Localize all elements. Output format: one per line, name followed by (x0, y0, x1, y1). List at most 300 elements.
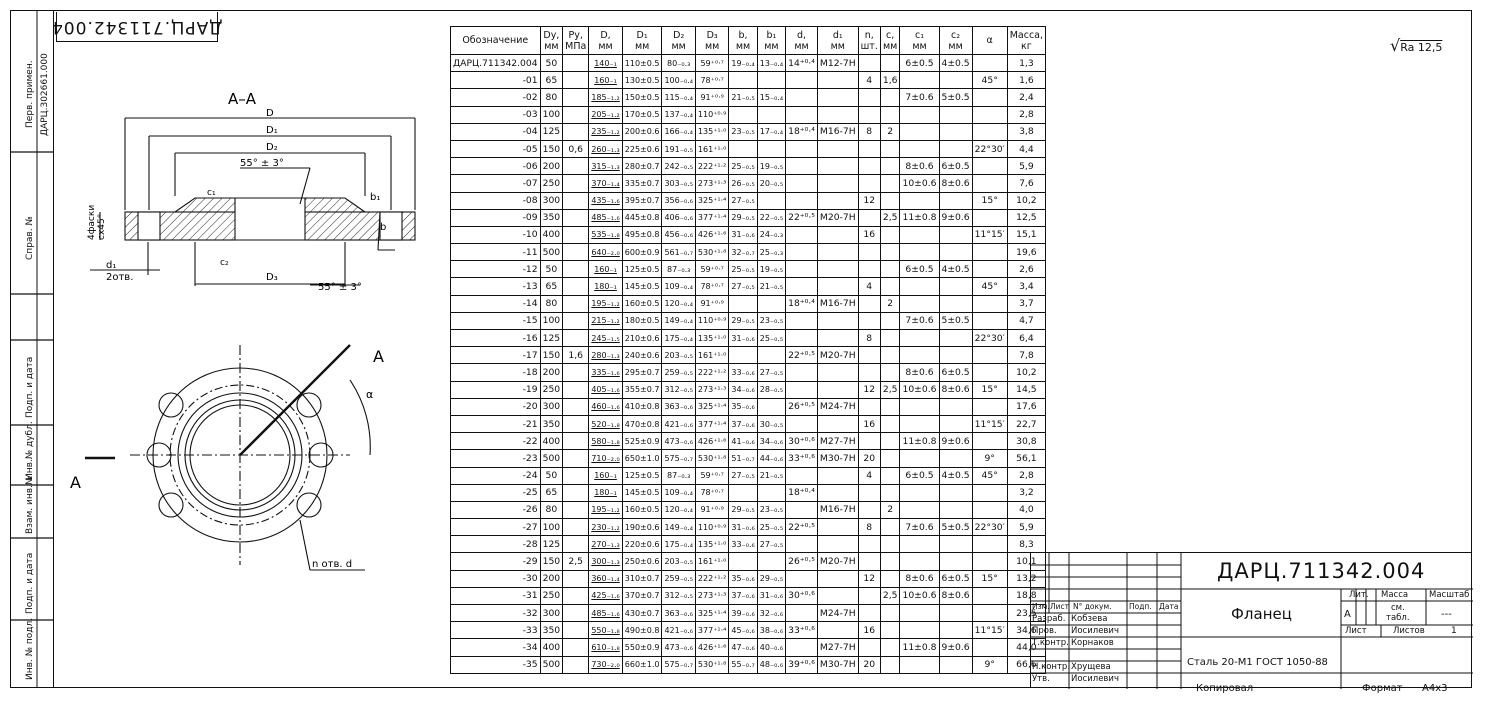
tb-utv-name: Иосилевич (1071, 674, 1119, 684)
table-cell (563, 89, 589, 106)
kopiroval-label: Копировал (1196, 683, 1254, 694)
table-cell: 110⁺⁰·⁹ (695, 106, 728, 123)
table-cell: 41₋₀.₆ (729, 433, 757, 450)
table-cell: 600±0.9 (622, 244, 662, 261)
table-cell (880, 364, 900, 381)
table-cell (817, 415, 858, 432)
table-cell (817, 622, 858, 639)
tb-prov-name: Иосилевич (1071, 626, 1119, 636)
table-cell: 561₋₀.₇ (662, 244, 695, 261)
table-row (451, 295, 1046, 312)
table-row (451, 330, 1046, 347)
table-cell: 5±0.5 (939, 312, 972, 329)
table-cell (563, 106, 589, 123)
table-cell: 150±0.5 (622, 89, 662, 106)
table-cell: 300 (540, 192, 563, 209)
table-cell: 56,1 (1007, 450, 1045, 467)
podp-data-label-2: Подп. и дата (25, 552, 35, 614)
table-cell: 325⁺¹·⁴ (695, 192, 728, 209)
table-cell (880, 278, 900, 295)
tb-n-dokum: N° докум. (1073, 602, 1112, 611)
table-cell: 520₋₁.₈ (589, 415, 622, 432)
table-cell: 10±0.6 (900, 175, 939, 192)
table-cell: 18⁺⁰·⁴ (786, 123, 818, 140)
table-cell: 51₋₀.₇ (729, 450, 757, 467)
table-row (451, 55, 1046, 72)
table-cell: 300₋₁.₃ (589, 553, 622, 570)
table-cell: 65 (540, 484, 563, 501)
format-label: Формат (1362, 683, 1403, 694)
table-cell: 4±0.5 (939, 261, 972, 278)
table-cell: -33 (451, 622, 541, 639)
table-cell: 91⁺⁰·⁹ (695, 295, 728, 312)
table-cell: 34₋₀.₆ (757, 433, 785, 450)
table-cell (900, 553, 939, 570)
header-top: D₂ (673, 29, 685, 41)
table-cell (900, 140, 939, 157)
table-cell: 10,1 (1007, 553, 1045, 570)
dim-alpha: α (366, 388, 374, 401)
table-cell: 38₋₀.₆ (757, 622, 785, 639)
table-cell (900, 347, 939, 364)
table-cell (858, 175, 880, 192)
tb-massa-val1: см. (1391, 603, 1405, 613)
table-cell: 50 (540, 261, 563, 278)
table-cell: 350 (540, 622, 563, 639)
table-cell (817, 330, 858, 347)
table-cell (563, 622, 589, 639)
table-cell: 17,6 (1007, 398, 1045, 415)
table-cell: M27-7H (817, 433, 858, 450)
table-cell (729, 553, 757, 570)
tb-razrab-name: Кобзева (1071, 614, 1108, 624)
table-row (451, 140, 1046, 157)
table-row (451, 347, 1046, 364)
table-cell (786, 140, 818, 157)
table-cell: 550₋₁.₈ (589, 622, 622, 639)
table-cell (817, 140, 858, 157)
table-cell: 470±0.8 (622, 415, 662, 432)
table-cell (786, 639, 818, 656)
title-block (1030, 552, 1472, 688)
header-cell (900, 27, 939, 55)
table-cell: 22,7 (1007, 415, 1045, 432)
table-cell (563, 519, 589, 536)
table-cell (817, 587, 858, 604)
table-cell: M16-7H (817, 295, 858, 312)
table-cell (880, 605, 900, 622)
table-cell: 535₋₁.₈ (589, 226, 622, 243)
header-unit: мм (671, 40, 686, 52)
table-cell (900, 415, 939, 432)
table-cell: 45° (972, 72, 1007, 89)
table-cell: 125±0.5 (622, 467, 662, 484)
table-cell: -28 (451, 536, 541, 553)
table-cell: 80 (540, 89, 563, 106)
table-cell: 25₋₀.₅ (729, 158, 757, 175)
table-cell (900, 398, 939, 415)
table-cell: 33₋₀.₆ (729, 364, 757, 381)
table-cell: 27₋₀.₅ (729, 192, 757, 209)
table-cell: -13 (451, 278, 541, 295)
header-cell (757, 27, 785, 55)
table-cell: 2,5 (880, 381, 900, 398)
table-cell (786, 175, 818, 192)
header-unit: мм (794, 40, 809, 52)
table-cell (900, 295, 939, 312)
table-cell: 660±1.0 (622, 656, 662, 673)
table-cell (563, 605, 589, 622)
table-cell: 9±0.6 (939, 433, 972, 450)
table-cell: 100₋₀.₄ (662, 72, 695, 89)
table-cell: 610₋₁.₈ (589, 639, 622, 656)
table-cell (858, 89, 880, 106)
table-cell: -11 (451, 244, 541, 261)
table-cell: 160±0.5 (622, 295, 662, 312)
table-cell: 80 (540, 501, 563, 518)
table-cell (880, 140, 900, 157)
header-cell (622, 27, 662, 55)
table-cell: 12 (858, 381, 880, 398)
table-cell (939, 72, 972, 89)
table-cell: 8±0.6 (900, 158, 939, 175)
table-cell: 34₋₀.₆ (729, 381, 757, 398)
table-cell: 16 (858, 622, 880, 639)
table-cell: 125 (540, 123, 563, 140)
table-cell: 8,3 (1007, 536, 1045, 553)
table-cell: -01 (451, 72, 541, 89)
tb-izm: Изм. (1032, 602, 1050, 611)
table-cell (939, 501, 972, 518)
table-cell (939, 106, 972, 123)
table-cell: -12 (451, 261, 541, 278)
header-unit: мм (830, 40, 845, 52)
table-cell (786, 501, 818, 518)
table-cell: 456₋₀.₆ (662, 226, 695, 243)
table-cell: 426⁺¹·⁶ (695, 226, 728, 243)
sprav-label: Справ. № (25, 216, 35, 260)
table-cell (786, 312, 818, 329)
header-top: d, (796, 29, 807, 41)
table-cell: 250±0.6 (622, 553, 662, 570)
table-cell: 421₋₀.₆ (662, 415, 695, 432)
inv-dubl-label: Инв.№ дубл. (25, 421, 35, 480)
tb-massa-val2: табл. (1386, 613, 1410, 623)
table-cell: 19₋₀.₅ (757, 158, 785, 175)
plan-view (85, 345, 370, 570)
table-cell (972, 398, 1007, 415)
table-cell: 363₋₀.₆ (662, 605, 695, 622)
table-cell (817, 381, 858, 398)
table-cell: 166₋₀.₄ (662, 123, 695, 140)
table-cell: 222⁺¹·² (695, 570, 728, 587)
table-cell: 20 (858, 656, 880, 673)
table-cell: 9±0.6 (939, 209, 972, 226)
header-top: D, (600, 29, 611, 41)
table-cell: 185₋₁.₂ (589, 89, 622, 106)
table-cell: 150 (540, 553, 563, 570)
table-cell (858, 347, 880, 364)
table-cell: -19 (451, 381, 541, 398)
table-cell: 200 (540, 364, 563, 381)
table-row (451, 89, 1046, 106)
table-cell: 27₋₀.₅ (729, 278, 757, 295)
table-row (451, 467, 1046, 484)
table-cell: 400 (540, 433, 563, 450)
table-cell: 25₋₀.₅ (757, 519, 785, 536)
table-cell (972, 158, 1007, 175)
table-cell: 490±0.8 (622, 622, 662, 639)
table-cell (972, 501, 1007, 518)
table-cell: 11°15′ (972, 622, 1007, 639)
table-cell (817, 261, 858, 278)
table-cell: 8 (858, 519, 880, 536)
table-cell: 15° (972, 192, 1007, 209)
table-cell (939, 656, 972, 673)
table-cell (972, 89, 1007, 106)
table-cell (858, 553, 880, 570)
table-cell: 110⁺⁰·⁹ (695, 312, 728, 329)
table-cell: 303₋₀.₅ (662, 175, 695, 192)
table-cell: 23₋₀.₅ (757, 312, 785, 329)
table-cell: 37₋₀.₆ (729, 415, 757, 432)
table-cell: 149₋₀.₄ (662, 312, 695, 329)
table-cell: 300 (540, 605, 563, 622)
table-cell (858, 55, 880, 72)
left-stamp-strip (10, 10, 54, 688)
table-cell: 350 (540, 209, 563, 226)
table-cell: 80₋₀.₃ (662, 55, 695, 72)
table-cell: M24-7H (817, 605, 858, 622)
roughness-icon: √ (1390, 36, 1401, 55)
table-cell: 15° (972, 570, 1007, 587)
table-cell: 145±0.5 (622, 484, 662, 501)
table-cell (939, 140, 972, 157)
table-cell: 7±0.6 (900, 519, 939, 536)
vzam-inv-label: Взам. инв.№ (25, 475, 35, 534)
table-cell: 91⁺⁰·⁹ (695, 501, 728, 518)
table-cell (939, 536, 972, 553)
table-cell (972, 123, 1007, 140)
table-row (451, 553, 1046, 570)
table-cell (972, 55, 1007, 72)
table-cell: 26⁺⁰·⁵ (786, 553, 818, 570)
header-unit: мм (598, 40, 613, 52)
table-cell: 280₋₁.₃ (589, 347, 622, 364)
table-cell: 406₋₀.₆ (662, 209, 695, 226)
table-cell (563, 158, 589, 175)
header-unit: кг (1021, 40, 1032, 52)
table-cell: 230₋₁.₂ (589, 519, 622, 536)
table-cell: 13,2 (1007, 570, 1045, 587)
table-cell: 315₋₁.₃ (589, 158, 622, 175)
table-cell: -22 (451, 433, 541, 450)
table-cell (563, 244, 589, 261)
table-cell: 273⁺¹·³ (695, 587, 728, 604)
table-cell: 370₋₁.₄ (589, 175, 622, 192)
table-cell (880, 622, 900, 639)
table-cell (858, 295, 880, 312)
table-cell: 6±0.5 (900, 261, 939, 278)
table-cell: 19,6 (1007, 244, 1045, 261)
table-cell: 273⁺¹·³ (695, 381, 728, 398)
table-row (451, 106, 1046, 123)
table-cell: M30-7H (817, 450, 858, 467)
table-cell: 33⁺⁰·⁶ (786, 450, 818, 467)
table-cell: 222⁺¹·² (695, 364, 728, 381)
table-cell (786, 192, 818, 209)
table-cell (939, 226, 972, 243)
table-cell: 4 (858, 278, 880, 295)
table-row (451, 244, 1046, 261)
table-cell: 445±0.8 (622, 209, 662, 226)
tb-prov-role: Пров. (1032, 626, 1057, 636)
table-cell: 91⁺⁰·⁹ (695, 89, 728, 106)
table-cell (786, 89, 818, 106)
podp-data-label-1: Подп. и дата (25, 356, 35, 418)
header-cell (817, 27, 858, 55)
table-cell: 650±1.0 (622, 450, 662, 467)
table-cell: -07 (451, 175, 541, 192)
table-cell: 273⁺¹·³ (695, 175, 728, 192)
table-cell: 2,5 (880, 209, 900, 226)
section-mark-A-top: А (373, 347, 384, 366)
table-cell (757, 484, 785, 501)
table-cell: 15,1 (1007, 226, 1045, 243)
table-cell: 6±0.5 (900, 55, 939, 72)
perv-primen-code: ДАРЦ.302661.000 (40, 53, 50, 136)
table-cell: 12 (858, 570, 880, 587)
table-cell: 6±0.5 (900, 467, 939, 484)
table-cell (563, 398, 589, 415)
table-cell: 7,6 (1007, 175, 1045, 192)
table-cell: 37₋₀.₆ (729, 587, 757, 604)
table-cell: 27₋₀.₅ (757, 536, 785, 553)
table-cell: 8±0.6 (939, 175, 972, 192)
table-cell (900, 605, 939, 622)
table-cell: 175₋₀.₄ (662, 536, 695, 553)
perv-primen-label: Перв. примен. (25, 60, 35, 128)
table-cell: 4±0.5 (939, 55, 972, 72)
table-cell: 312₋₀.₅ (662, 381, 695, 398)
table-cell: 34,6 (1007, 622, 1045, 639)
table-cell: -34 (451, 639, 541, 656)
table-cell: 2,4 (1007, 89, 1045, 106)
table-cell (900, 622, 939, 639)
table-cell (939, 192, 972, 209)
table-cell: 25₋₀.₅ (729, 261, 757, 278)
table-cell: 8±0.6 (900, 570, 939, 587)
table-cell (858, 484, 880, 501)
table-cell: 5±0.5 (939, 519, 972, 536)
table-cell: 22⁺⁰·⁵ (786, 209, 818, 226)
table-cell (939, 330, 972, 347)
header-unit: мм (735, 40, 751, 52)
table-cell: 3,2 (1007, 484, 1045, 501)
table-cell (939, 484, 972, 501)
header-unit: МПа (565, 40, 587, 52)
table-cell (972, 347, 1007, 364)
table-cell (880, 433, 900, 450)
table-cell: 377⁺¹·⁴ (695, 415, 728, 432)
table-cell (563, 226, 589, 243)
table-cell (858, 106, 880, 123)
tb-tkontr-role: Т.контр. (1032, 638, 1069, 648)
table-cell (757, 398, 785, 415)
table-row (451, 433, 1046, 450)
table-cell: 405₋₁.₆ (589, 381, 622, 398)
table-cell: M20-7H (817, 347, 858, 364)
table-cell: 170±0.5 (622, 106, 662, 123)
table-cell: 580₋₁.₈ (589, 433, 622, 450)
table-cell: 160₋₁ (589, 467, 622, 484)
table-cell: -18 (451, 364, 541, 381)
table-cell: 27₋₀.₅ (729, 467, 757, 484)
table-cell: 6±0.5 (939, 158, 972, 175)
table-cell: 26₋₀.₅ (729, 175, 757, 192)
table-cell (817, 364, 858, 381)
section-title: А–А (228, 90, 257, 108)
table-cell (972, 175, 1007, 192)
table-cell: -09 (451, 209, 541, 226)
table-cell (880, 553, 900, 570)
table-cell: 59⁺⁰·⁷ (695, 467, 728, 484)
tb-tkontr-name: Корнаков (1071, 638, 1114, 648)
tb-data: Дата (1159, 602, 1179, 611)
table-cell (563, 536, 589, 553)
table-cell (880, 484, 900, 501)
table-cell: 8±0.6 (939, 381, 972, 398)
table-cell (880, 106, 900, 123)
roughness-value: Ra 12,5 (1400, 41, 1443, 54)
table-row (451, 123, 1046, 140)
table-cell: -05 (451, 140, 541, 157)
table-cell (817, 467, 858, 484)
table-cell: 29₋₀.₅ (729, 501, 757, 518)
table-cell: 370±0.7 (622, 587, 662, 604)
table-cell (786, 364, 818, 381)
table-cell: ДАРЦ.711342.004 (451, 55, 541, 72)
table-cell (972, 605, 1007, 622)
table-cell (563, 55, 589, 72)
table-cell: 14⁺⁰·⁴ (786, 55, 818, 72)
dim-chamfer-count: 4фаски (87, 204, 97, 240)
tb-masshtab-val: --- (1441, 609, 1452, 620)
header-cell (880, 27, 900, 55)
table-cell: 27₋₀.₅ (757, 364, 785, 381)
dim-angle-top: 55° ± 3° (240, 158, 284, 169)
table-cell: 400 (540, 226, 563, 243)
table-cell (563, 209, 589, 226)
table-cell: 55₋₀.₇ (729, 656, 757, 673)
table-cell: 23,5 (1007, 605, 1045, 622)
table-cell (858, 605, 880, 622)
table-row (451, 261, 1046, 278)
table-cell: 50 (540, 55, 563, 72)
table-cell (900, 450, 939, 467)
table-cell: M16-7H (817, 501, 858, 518)
table-cell (900, 72, 939, 89)
table-cell: 15₋₀.₄ (757, 89, 785, 106)
table-cell (939, 415, 972, 432)
dim-n-holes: n отв. d (312, 559, 353, 570)
table-cell: 110±0.5 (622, 55, 662, 72)
table-cell (563, 72, 589, 89)
table-cell (900, 501, 939, 518)
table-cell: 44₋₀.₆ (757, 450, 785, 467)
table-cell: 25₋₀.₃ (757, 244, 785, 261)
table-cell: 21₋₀.₅ (729, 89, 757, 106)
